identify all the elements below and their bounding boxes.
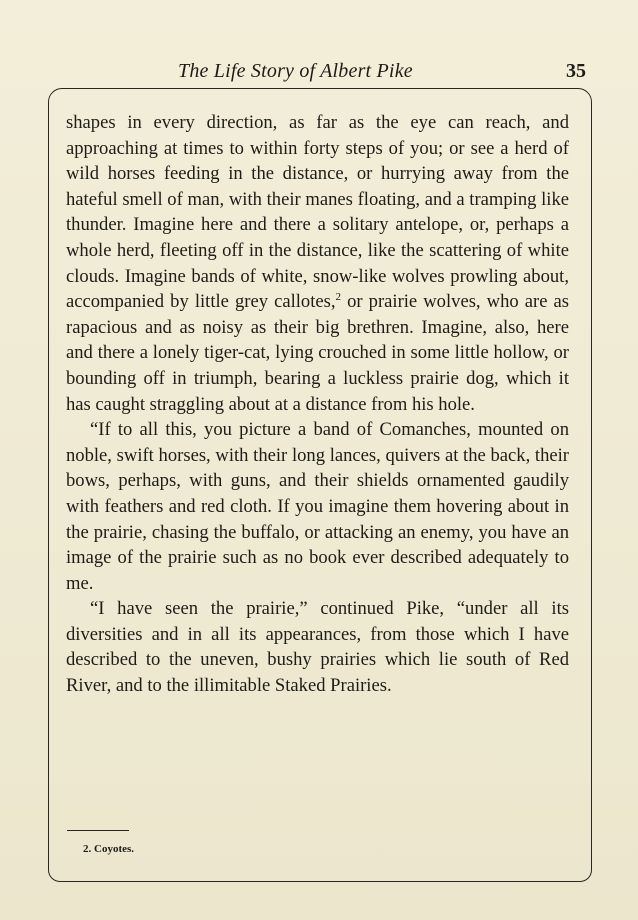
paragraph-2: “If to all this, you picture a band of Comanches, mounted on noble, swift horses, with their long lances, quivers at the back, their bows, perhaps, with guns, and their shields ornamented gaudily with feathers and red cloth. If you imagine them hovering about in the prairie, chasing the buffalo, or attacking an enemy, you have an image of the prairie such as no book ever described adequately to me. <box>66 419 569 594</box>
running-title: The Life Story of Albert Pike <box>178 60 413 82</box>
body-text <box>66 110 569 699</box>
running-header <box>0 58 638 86</box>
footnote-reference: 2 <box>335 290 342 303</box>
paragraph-3: “I have seen the prairie,” continued Pike, “under all its diversities and in all its appearances, from those which I have described to the uneven, bushy prairies which lie south of Red River, and to the illimitable Staked Prairies. <box>66 598 569 697</box>
paragraph-1-text-b: or prairie wolves, who are as rapacious and as noisy as their big brethren. Imagine, also, here and there a lonely tiger-cat, lying crouched in some little hollow, or bounding off in triumph, bearing a luckless prairie dog, which it has caught straggling about at a distance from his hole. <box>66 291 570 415</box>
page-number: 35 <box>566 60 586 82</box>
footnote: 2. Coyotes. <box>83 843 135 855</box>
paragraph-1-text-a: shapes in every direction, as far as the eye can reach, and approaching at times to within forty steps of you; or see a herd of wild horses feeding in the distance, or hurrying away from the hateful smell of man, with their manes floating, and a tramping like thunder. Imagine here and there a solitary antelope, or, perhaps a whole herd, fleeting off in the distance, like the scattering of white clouds. Imagine bands of white, snow-like wolves prowling about, accompanied by little grey callotes, <box>66 112 569 313</box>
footnote-divider <box>67 830 129 831</box>
paragraph-1 <box>66 110 569 417</box>
